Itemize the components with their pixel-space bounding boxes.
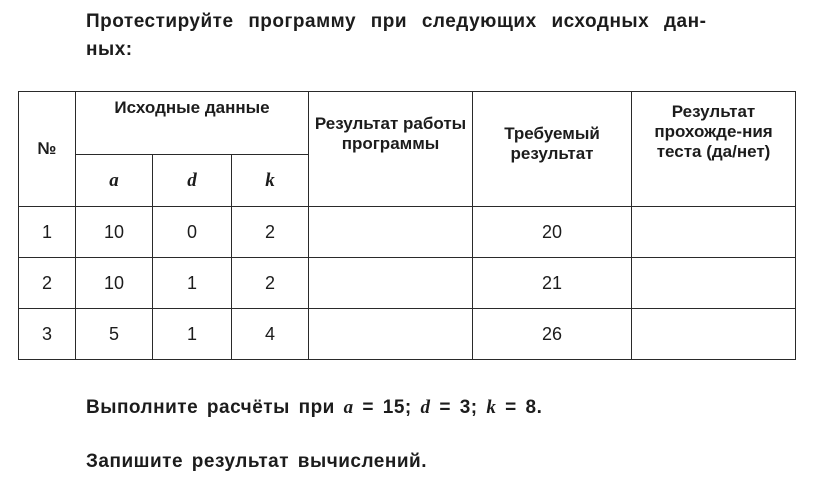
row-number: 2 xyxy=(19,258,76,309)
value-k: 4 xyxy=(232,309,309,360)
var-d-label: d xyxy=(420,397,431,418)
value-d: 1 xyxy=(153,309,232,360)
intro-line-1: Протестируйте программу при следующих исходных дан- xyxy=(86,11,707,32)
value-k: 2 xyxy=(232,207,309,258)
test-passed-cell xyxy=(632,207,796,258)
header-input-data: Исходные данные xyxy=(76,92,309,155)
value-a: 10 xyxy=(76,258,153,309)
header-var-k: k xyxy=(232,155,309,207)
calculation-instruction xyxy=(86,397,542,419)
table-row xyxy=(19,207,796,258)
table-row xyxy=(19,309,796,360)
row-number: 3 xyxy=(19,309,76,360)
record-instruction: Запишите результат вычислений. xyxy=(86,451,427,472)
row-number: 1 xyxy=(19,207,76,258)
program-result-cell xyxy=(309,207,473,258)
required-result-cell: 20 xyxy=(473,207,632,258)
header-program-result: Результат работы программы xyxy=(309,92,473,207)
header-required-result: Требуемый результат xyxy=(473,92,632,207)
value-k: 2 xyxy=(232,258,309,309)
value-a: 10 xyxy=(76,207,153,258)
var-d-value: = 3; xyxy=(439,397,478,418)
intro-line-2: ных: xyxy=(86,39,133,60)
test-table xyxy=(18,91,796,360)
header-var-a: a xyxy=(76,155,153,207)
instruction-prefix: Выполните расчёты при xyxy=(86,397,335,418)
test-passed-cell xyxy=(632,258,796,309)
var-a-value: = 15; xyxy=(362,397,412,418)
required-result-cell: 21 xyxy=(473,258,632,309)
value-d: 1 xyxy=(153,258,232,309)
header-test-passed: Результат прохожде-ния теста (да/нет) xyxy=(632,92,796,207)
program-result-cell xyxy=(309,258,473,309)
header-number: № xyxy=(19,92,76,207)
test-passed-cell xyxy=(632,309,796,360)
var-a-label: a xyxy=(343,397,354,418)
task-intro xyxy=(86,8,786,64)
table-row xyxy=(19,258,796,309)
program-result-cell xyxy=(309,309,473,360)
value-a: 5 xyxy=(76,309,153,360)
var-k-value: = 8. xyxy=(505,397,543,418)
header-var-d: d xyxy=(153,155,232,207)
var-k-label: k xyxy=(486,397,497,418)
required-result-cell: 26 xyxy=(473,309,632,360)
value-d: 0 xyxy=(153,207,232,258)
